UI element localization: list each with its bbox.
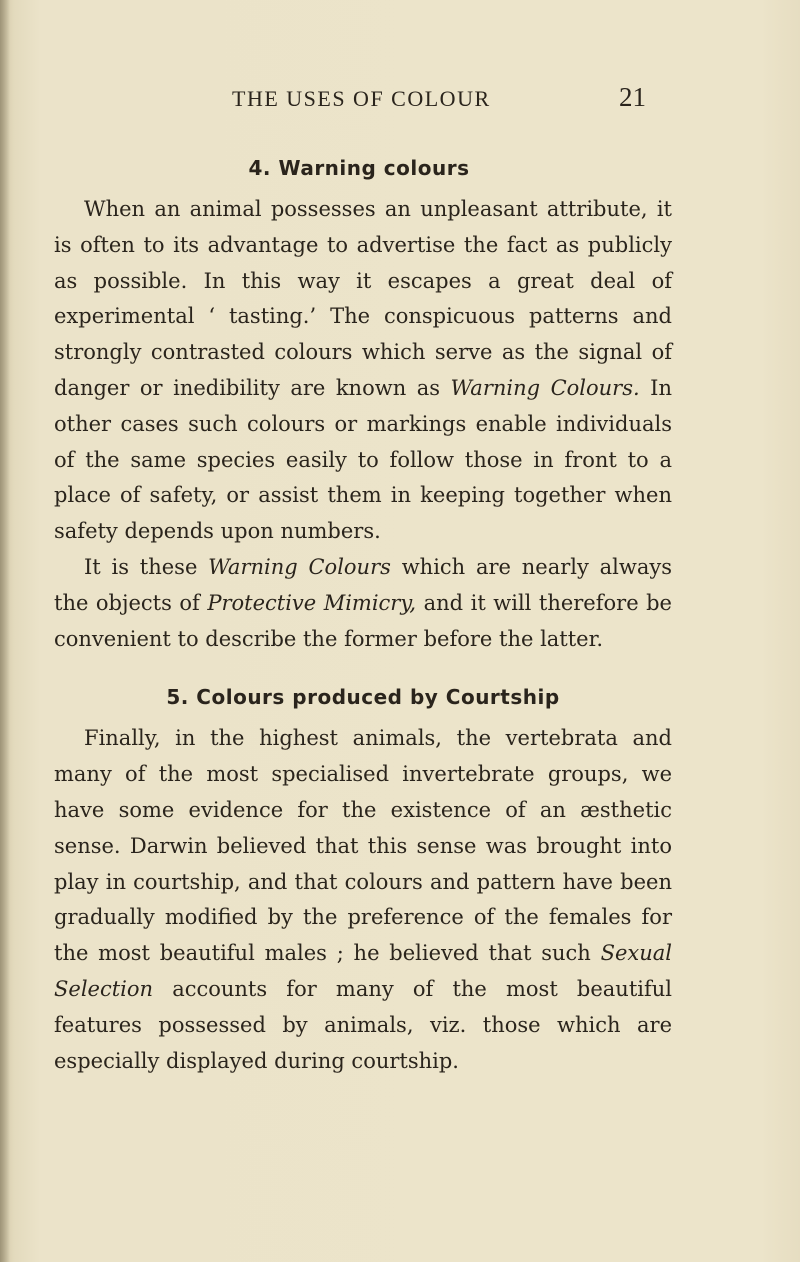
paragraph	[54, 192, 672, 550]
text-run: Finally, in the highest animals, the vertebrata and many of the most specialised invertebrate groups, we have some evidence for the existence of an æsthetic sense. Darwin believed that this sense was brought into play in courtship, and that colours and pattern have been gradually modified by the preference of the females for the most beautiful males ; he believed that such	[54, 726, 672, 966]
running-title: THE USES OF COLOUR	[232, 86, 491, 111]
italic-term: Warning Colours	[208, 554, 391, 579]
text-run: In other cases such colours or markings enable individuals of the same species easily to follow those in front to a place of safety, or assist them in keeping together when safety depends upon numbers.	[54, 375, 673, 544]
section-heading-courtship-colours: 5. Colours produced by Courtship	[166, 685, 560, 710]
paragraph	[54, 721, 672, 1079]
text-run: It is these	[84, 554, 209, 579]
text-run: and it will therefore be convenient to describe the former before the latter.	[54, 590, 672, 651]
italic-term: Protective Mimicry,	[207, 590, 417, 615]
text-run: which are nearly always the objects of	[54, 554, 672, 615]
page-body	[54, 150, 672, 1079]
text-run: When an animal possesses an unpleasant attribute, it is often to its advantage to advertise the fact as publicly as possible. In this way it escapes a great deal of experimental ‘ tasting.’ The conspicuous patterns and strongly contrasted colours which serve as the signal of danger or inedibility are known as	[54, 197, 672, 400]
section-heading-warning-colours: 4. Warning colours	[248, 156, 470, 180]
text-run: accounts for many of the most beautiful features possessed by animals, viz. those which are especially displayed during courtship.	[54, 976, 672, 1073]
italic-term: Sexual Selection	[54, 941, 672, 1001]
running-head	[0, 82, 800, 112]
paragraph	[54, 550, 672, 657]
gutter-shadow	[0, 0, 10, 1262]
page-number: 21	[619, 82, 646, 112]
italic-term: Warning Colours.	[450, 375, 640, 400]
